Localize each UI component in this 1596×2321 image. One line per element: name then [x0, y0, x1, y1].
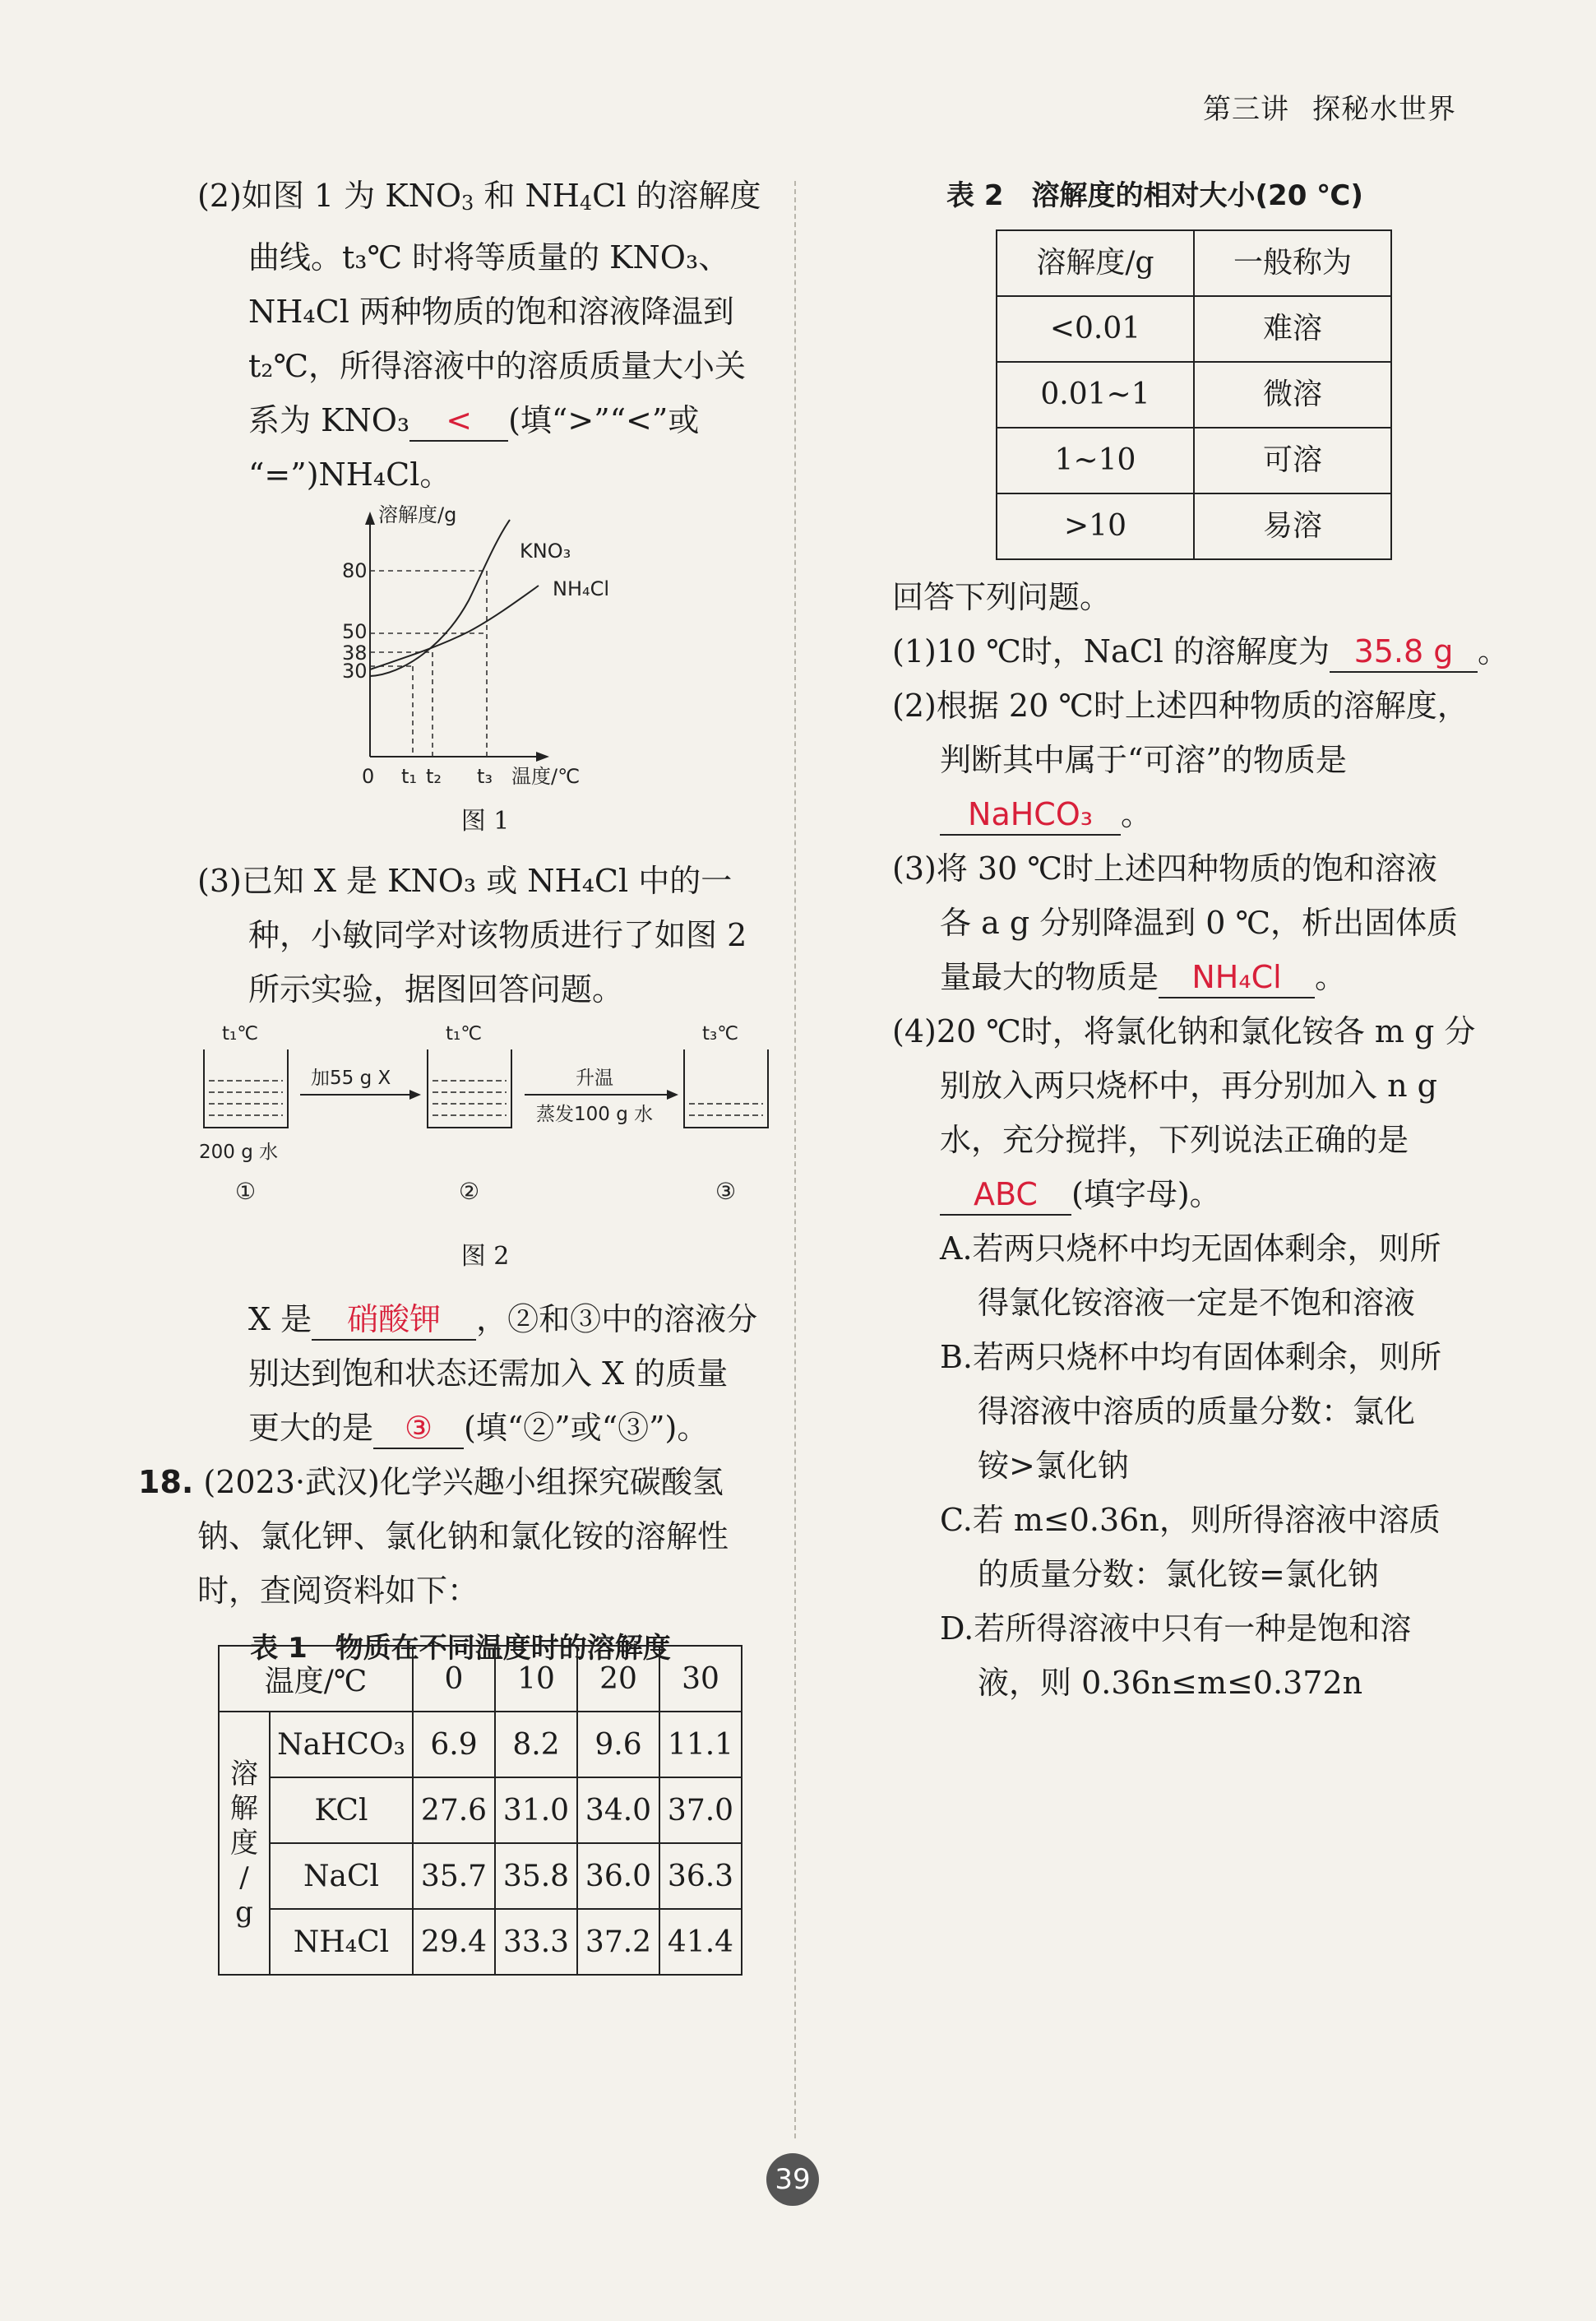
- x-axis-arrow: [536, 752, 549, 762]
- table1-side-label: 溶 解 度 / g: [219, 1712, 270, 1975]
- q17-2-line2: 曲线。t₃℃ 时将等质量的 KNO₃、: [248, 239, 730, 276]
- q18-4-line1: (4)20 ℃时，将氯化钠和氯化铵各 m g 分: [892, 1013, 1476, 1049]
- beaker2-temp: t₁℃: [446, 1023, 483, 1045]
- option-b-line1: B.若两只烧杯中均有固体剩余，则所: [940, 1339, 1442, 1375]
- step2-label-b: 蒸发100 g 水: [536, 1104, 654, 1125]
- table1-corner: 温度/℃: [219, 1646, 413, 1712]
- q17-2-line6: “=”)NH₄Cl。: [248, 456, 451, 493]
- table1-substance: NaHCO₃: [270, 1712, 413, 1777]
- table-row: >10 易溶: [997, 493, 1391, 559]
- relative-solubility-table: [996, 229, 1392, 560]
- q18-3-line1: (3)将 30 ℃时上述四种物质的饱和溶液: [892, 850, 1437, 887]
- q17-2-line3: NH₄Cl 两种物质的饱和溶液降温到: [248, 294, 734, 330]
- q17-3-line3: 所示实验，据图回答问题。: [248, 971, 624, 1008]
- table2-header-2: 一般称为: [1194, 230, 1391, 296]
- table2-title: 表 2 溶解度的相对大小(20 ℃): [946, 179, 1363, 212]
- q18-line2: 钠、氯化钾、氯化钠和氯化铵的溶解性: [197, 1518, 729, 1554]
- beaker3-temp: t₃℃: [702, 1023, 739, 1045]
- table1-substance: KCl: [270, 1777, 413, 1843]
- answer-blank-q18-4[interactable]: ABC: [940, 1174, 1071, 1216]
- table1-substance: NH₄Cl: [270, 1909, 413, 1975]
- q18-2-line2: 判断其中属于“可溶”的物质是: [940, 742, 1347, 778]
- table-row: 1~10 可溶: [997, 428, 1391, 493]
- step1-label: 加55 g X: [311, 1068, 391, 1089]
- answer-blank-q17-2[interactable]: <: [409, 401, 508, 442]
- figure-2-caption: 图 2: [460, 1242, 510, 1271]
- running-header: [1203, 86, 1456, 127]
- answer-blank-q18-3[interactable]: NH₄Cl: [1159, 957, 1315, 998]
- nh4cl-curve: [370, 586, 539, 669]
- solubility-table: [218, 1645, 742, 1976]
- option-a-line2: 得氯化铵溶液一定是不饱和溶液: [978, 1285, 1416, 1321]
- table-row: 溶 解 度 / g NaHCO₃ 6.9 8.2 9.6 11.1: [219, 1712, 742, 1777]
- table1-temp-0: 0: [413, 1646, 495, 1712]
- column-divider: [794, 181, 796, 2138]
- answer-blank-q18-2[interactable]: NaHCO₃: [940, 795, 1121, 836]
- option-b-line3: 铵>氯化钠: [978, 1448, 1129, 1484]
- left-column: [138, 169, 773, 1675]
- q17-3-line5: 别达到饱和状态还需加入 X 的质量: [248, 1355, 729, 1392]
- table-row: 0.01~1 微溶: [997, 362, 1391, 428]
- origin-label: 0: [362, 765, 375, 788]
- q18-4-line3: 水，充分搅拌，下列说法正确的是: [940, 1122, 1409, 1158]
- arrow-1-head: [409, 1090, 421, 1100]
- x-axis-label: 温度/℃: [511, 765, 581, 788]
- ytick-30: 30: [342, 660, 368, 683]
- table1-header-row: [219, 1646, 742, 1712]
- y-axis-arrow: [365, 512, 375, 525]
- option-a-line1: A.若两只烧杯中均无固体剩余，则所: [940, 1230, 1441, 1267]
- answer-blank-q17-3a[interactable]: 硝酸钾: [312, 1299, 476, 1341]
- q17-2-line5: 系为 KNO₃ < (填“>”“<”或: [197, 393, 773, 447]
- table2-header-row: [997, 230, 1391, 296]
- q17-2-line1: (2)如图 1 为 $KNO_3$ 和 $NH_4Cl$ 的溶解度: [197, 178, 761, 215]
- table-row: NaCl 35.7 35.8 36.0 36.3: [219, 1843, 742, 1909]
- option-c-line2: 的质量分数：氯化铵=氯化钠: [978, 1556, 1379, 1592]
- table-row: NH₄Cl 29.4 33.3 37.2 41.4: [219, 1909, 742, 1975]
- figure-1-caption: 图 1: [460, 807, 510, 836]
- q17-3-line6: 更大的是 ③ (填“②”或“③”)。: [197, 1401, 773, 1455]
- ytick-80: 80: [342, 559, 368, 582]
- q18-1: (1)10 ℃时，NaCl 的溶解度为 35.8 g 。: [892, 624, 1468, 679]
- experiment-diagram: [181, 1017, 789, 1218]
- answer-blank-q18-1[interactable]: 35.8 g: [1330, 632, 1478, 673]
- q18-line1: 18. (2023·武汉)化学兴趣小组探究碳酸氢: [138, 1464, 724, 1500]
- table2-header-1: 溶解度/g: [997, 230, 1194, 296]
- solubility-curve-chart: [197, 502, 773, 790]
- xtick-t2: t₂: [426, 765, 442, 788]
- table1-temp-30: 30: [659, 1646, 742, 1712]
- table1-temp-20: 20: [577, 1646, 659, 1712]
- figure-2: [181, 1017, 773, 1218]
- beaker1-num: ①: [235, 1178, 257, 1205]
- table1-title: 表 1 物质在不同温度时的溶解度: [250, 1632, 671, 1665]
- table-row: KCl 27.6 31.0 34.0 37.0: [219, 1777, 742, 1843]
- kno3-label: KNO₃: [520, 540, 571, 563]
- ytick-50: 50: [342, 620, 368, 643]
- q18-3-line3: 量最大的物质是 NH₄Cl 。: [892, 950, 1468, 1004]
- xtick-t3: t₃: [477, 765, 493, 788]
- q18-intro: 回答下列问题。: [892, 579, 1112, 615]
- option-b-line2: 得溶液中溶质的质量分数：氯化: [978, 1393, 1416, 1429]
- option-d-line2: 液，则 0.36n≤m≤0.372n: [978, 1665, 1363, 1701]
- y-axis-label: 溶解度/g: [378, 503, 457, 526]
- table-row: <0.01 难溶: [997, 296, 1391, 362]
- q18-3-line2: 各 a g 分别降温到 0 ℃，析出固体质: [940, 905, 1459, 941]
- xtick-t1: t₁: [401, 765, 418, 788]
- page-number: 39: [766, 2153, 819, 2206]
- q18-4-line4: ABC (填字母)。: [892, 1167, 1468, 1221]
- chapter-label: 第三讲: [1203, 93, 1289, 126]
- q18-2-line3: NaHCO₃ 。: [892, 787, 1468, 841]
- chapter-title: 探秘水世界: [1312, 93, 1456, 126]
- q17-3-line1: (3)已知 X 是 KNO₃ 或 NH₄Cl 中的一: [197, 863, 733, 899]
- ytick-38: 38: [342, 642, 368, 665]
- water-label: 200 g 水: [199, 1142, 279, 1163]
- step2-label-a: 升温: [576, 1068, 613, 1089]
- figure-1: [197, 502, 773, 790]
- q18-line3: 时，查阅资料如下：: [197, 1573, 479, 1609]
- option-d-line1: D.若所得溶液中只有一种是饱和溶: [940, 1610, 1412, 1647]
- q17-3-line4: X 是 硝酸钾 ，②和③中的溶液分: [197, 1292, 773, 1346]
- arrow-2-head: [667, 1090, 678, 1100]
- q17-2-line4: t₂℃，所得溶液中的溶质质量大小关: [248, 348, 747, 384]
- table1-substance: NaCl: [270, 1843, 413, 1909]
- beaker3-num: ③: [715, 1178, 737, 1205]
- q17-3-line2: 种，小敏同学对该物质进行了如图 2: [248, 917, 747, 953]
- beaker2-num: ②: [459, 1178, 480, 1205]
- q18-2-line1: (2)根据 20 ℃时上述四种物质的溶解度，: [892, 688, 1469, 724]
- table1-temp-10: 10: [495, 1646, 577, 1712]
- beaker1-temp: t₁℃: [222, 1023, 259, 1045]
- nh4cl-label: NH₄Cl: [553, 577, 610, 600]
- right-column: [892, 169, 1509, 1710]
- option-c-line1: C.若 m≤0.36n，则所得溶液中溶质: [940, 1502, 1441, 1538]
- answer-blank-q17-3b[interactable]: ③: [373, 1408, 464, 1449]
- q18-number: 18.: [138, 1464, 194, 1500]
- q18-4-line2: 别放入两只烧杯中，再分别加入 n g: [940, 1068, 1437, 1104]
